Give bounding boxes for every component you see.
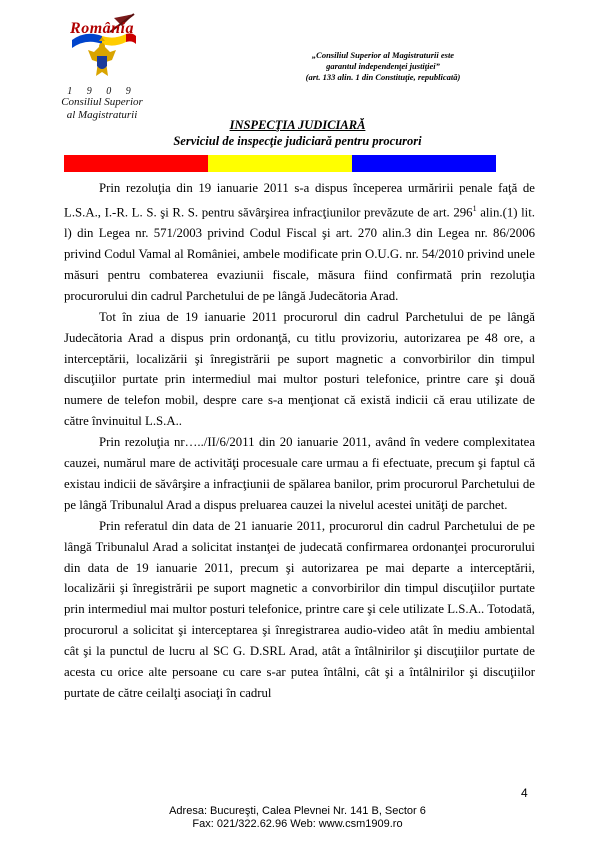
page-subtitle: Serviciul de inspecţie judiciară pentru procurori <box>173 134 422 148</box>
logo-line-2: al Magistraturii <box>66 109 138 121</box>
logo-word: România <box>70 20 134 37</box>
quote-line-1: „Consiliul Superior al Magistraturii este <box>311 50 455 60</box>
paragraph-1 <box>64 178 535 307</box>
quote-line-3: (art. 133 alin. 1 din Constituţie, republicată) <box>305 72 461 82</box>
csm-logo <box>54 10 150 130</box>
constitution-quote <box>268 50 498 83</box>
paragraph-1-rest: alin.(1) lit. l) din Legea nr. 571/2003 privind Codul Fiscal şi art. 270 alin.3 din Legea nr. 86/2006 privind Codul Vamal al României, ambele modificate prin O.U.G. nr. 54/2010 privind unele măsuri pentru combaterea evaziunii fiscale, măsura fiind confirmată prin rezoluţia procurorului din cadrul Parchetului de pe lângă Judecătoria Arad. <box>64 205 535 303</box>
logo-year: 1 9 0 9 <box>67 86 137 97</box>
tricolor-band <box>64 155 496 172</box>
paragraph-4: Prin referatul din data de 21 ianuarie 2011, procurorul din cadrul Parchetului de pe lângă Tribunalul Arad a solicitat instanţei de judecată confirmarea ordonanţei procurorului din data de 19 ianuarie 2011, precum şi autorizarea pe mai departe a interceptării, localizării şi înregistrării pe suport magnetic a convorbirilor din timpul discuţiilor purtate prin intermediul mai multor posturi telefonice, printre care şi cele utilizate L.S.A.. Totodată, procurorul a solicitat şi interceptarea şi înregistrarea audio-video atât în mediu ambiental cât şi la punctul de lucru al SC G. D.SRL Arad, atât a întâlnirilor şi discuţiilor purtate de acesta cu orice alte persoane cu care s-ar putea întâlni, cât şi a întâlnirilor şi discuţiilor purtate de către ceilalţi asociaţi în cadrul <box>64 518 535 701</box>
paragraph-3: Prin rezoluţia nr…../II/6/2011 din 20 ianuarie 2011, având în vedere complexitatea cauzei, numărul mare de activităţi procesuale care urmau a fi efectuate, precum şi faptul că existau indicii de săvârşire a infracţiunii de spălarea banilor, prim procurorul Parchetului de pe lângă Tribunalul Arad a dispus preluarea cauzei la nivelul acestei unităţi de parchet. <box>64 435 535 512</box>
document-body <box>64 178 535 704</box>
page-number: 4 <box>521 786 528 800</box>
band-yellow <box>208 155 352 172</box>
paragraph-2: Tot în ziua de 19 ianuarie 2011 procurorul din cadrul Parchetului de pe lângă Judecătoria Arad a dispus prin ordonanţă, cu titlu provizoriu, autorizarea pe 48 ore, a interceptării, localizării şi înregistrării pe suport magnetic a convorbirilor din timpul discuţiilor purtate prin intermediul mai multor posturi telefonice, printre care şi două numere de telefon mobil, despre care s-a menţionat că există indicii că erau utilizate de către învinuitul L.S.A.. <box>64 309 535 429</box>
band-red <box>64 155 208 172</box>
footnote-superscript: 1 <box>472 203 477 213</box>
paragraph-1-text: Prin rezoluţia din 19 ianuarie 2011 s-a dispus începerea urmăririi penale faţă de L.S.A., I.-R. L. S. şi R. S. pentru săvârşirea infracţiunilor prevăzute de art. 296 <box>64 181 535 220</box>
band-blue <box>352 155 496 172</box>
logo-line-1: Consiliul Superior <box>61 96 143 108</box>
quote-line-2: garantul independenţei justiţiei” <box>326 61 440 71</box>
footer-contact: Fax: 021/322.62.96 Web: www.csm1909.ro <box>192 818 403 830</box>
page-title: INSPECŢIA JUDICIARĂ <box>229 118 366 132</box>
footer-address: Adresa: Bucureşti, Calea Plevnei Nr. 141 B, Sector 6 <box>169 805 426 817</box>
footer <box>0 805 595 831</box>
